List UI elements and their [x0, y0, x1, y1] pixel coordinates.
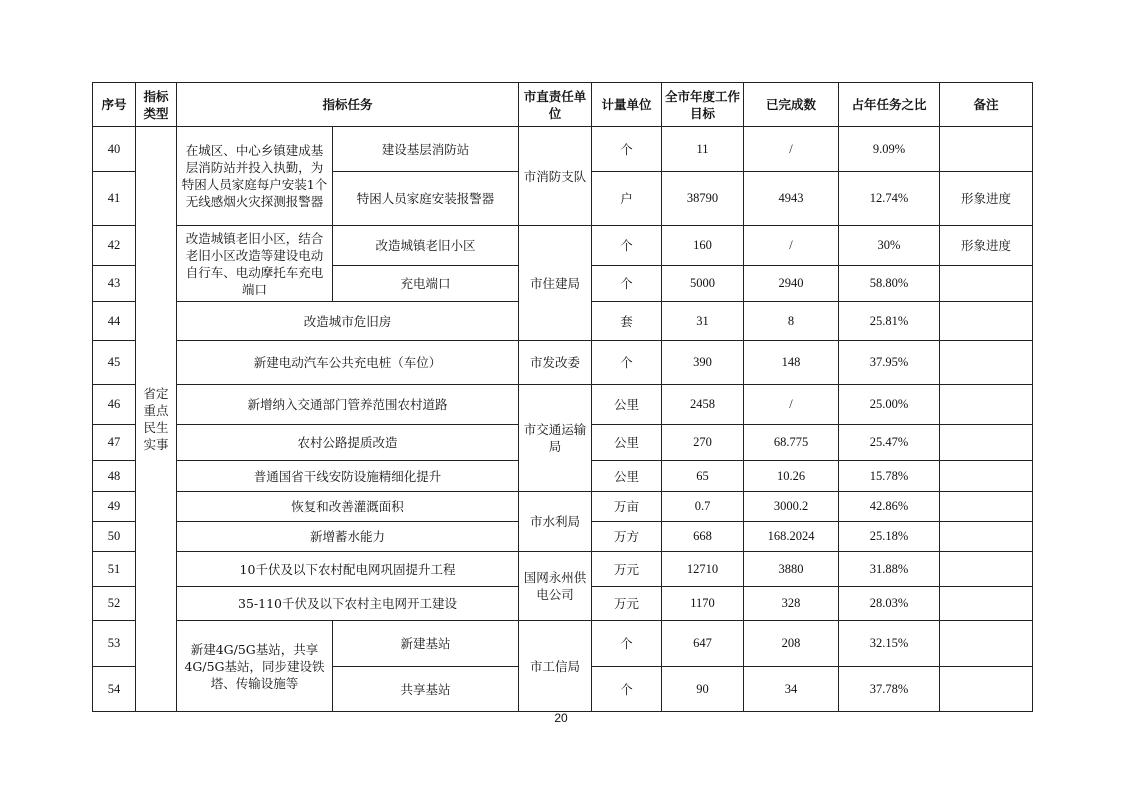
row-done: 10.26	[744, 461, 839, 492]
table-row	[93, 127, 1033, 172]
row-seq: 42	[93, 226, 136, 266]
page-number: 20	[554, 711, 568, 725]
row-unit: 个	[592, 621, 662, 667]
row-note: 形象进度	[940, 226, 1033, 266]
row-ratio: 25.47%	[839, 425, 940, 461]
group-fire-station: 在城区、中心乡镇建成基层消防站并投入执勤，为特困人员家庭每户安装1个无线感烟火灾探测报警器	[177, 127, 333, 226]
header-row	[93, 83, 1033, 127]
row-task: 充电端口	[333, 266, 519, 302]
row-unit: 公里	[592, 425, 662, 461]
row-task: 特困人员家庭安装报警器	[333, 172, 519, 226]
row-done: 3000.2	[744, 492, 839, 522]
row-note	[940, 425, 1033, 461]
row-target: 668	[662, 522, 744, 552]
row-unit: 套	[592, 302, 662, 341]
row-unit: 公里	[592, 385, 662, 425]
row-done: 168.2024	[744, 522, 839, 552]
row-ratio: 58.80%	[839, 266, 940, 302]
row-seq: 48	[93, 461, 136, 492]
row-target: 2458	[662, 385, 744, 425]
indicator-table	[92, 82, 1033, 712]
header-type: 指标类型	[136, 83, 177, 127]
row-seq: 53	[93, 621, 136, 667]
row-unit: 个	[592, 127, 662, 172]
header-task: 指标任务	[177, 83, 519, 127]
dept-water: 市水利局	[519, 492, 592, 552]
row-done: /	[744, 127, 839, 172]
row-seq: 47	[93, 425, 136, 461]
dept-fire: 市消防支队	[519, 127, 592, 226]
row-seq: 41	[93, 172, 136, 226]
row-note	[940, 552, 1033, 587]
row-done: 208	[744, 621, 839, 667]
row-note	[940, 266, 1033, 302]
group-old-community: 改造城镇老旧小区，结合老旧小区改造等建设电动自行车、电动摩托车充电端口	[177, 226, 333, 302]
row-done: 328	[744, 587, 839, 621]
row-unit: 个	[592, 341, 662, 385]
row-task: 新增纳入交通部门管养范围农村道路	[177, 385, 519, 425]
row-target: 390	[662, 341, 744, 385]
row-done: 4943	[744, 172, 839, 226]
row-done: 8	[744, 302, 839, 341]
row-done: 2940	[744, 266, 839, 302]
row-note	[940, 522, 1033, 552]
row-ratio: 32.15%	[839, 621, 940, 667]
row-target: 647	[662, 621, 744, 667]
row-task: 10千伏及以下农村配电网巩固提升工程	[177, 552, 519, 587]
row-ratio: 9.09%	[839, 127, 940, 172]
table-row	[93, 492, 1033, 522]
row-task: 农村公路提质改造	[177, 425, 519, 461]
row-ratio: 31.88%	[839, 552, 940, 587]
dept-housing: 市住建局	[519, 226, 592, 341]
row-seq: 51	[93, 552, 136, 587]
row-done: 34	[744, 667, 839, 712]
row-ratio: 12.74%	[839, 172, 940, 226]
dept-industry: 市工信局	[519, 621, 592, 712]
row-target: 90	[662, 667, 744, 712]
row-unit: 公里	[592, 461, 662, 492]
table-row	[93, 385, 1033, 425]
group-base-station: 新建4G/5G基站，共享4G/5G基站，同步建设铁塔、传输设施等	[177, 621, 333, 712]
row-ratio: 25.81%	[839, 302, 940, 341]
row-target: 1170	[662, 587, 744, 621]
header-seq: 序号	[93, 83, 136, 127]
table-row	[93, 226, 1033, 266]
row-unit: 万亩	[592, 492, 662, 522]
row-target: 31	[662, 302, 744, 341]
row-ratio: 37.78%	[839, 667, 940, 712]
row-unit: 万元	[592, 587, 662, 621]
row-note	[940, 461, 1033, 492]
row-done: /	[744, 226, 839, 266]
row-ratio: 37.95%	[839, 341, 940, 385]
dept-grid: 国网永州供电公司	[519, 552, 592, 621]
dept-reform: 市发改委	[519, 341, 592, 385]
row-note	[940, 667, 1033, 712]
row-unit: 个	[592, 226, 662, 266]
row-seq: 54	[93, 667, 136, 712]
row-unit: 万元	[592, 552, 662, 587]
row-note	[940, 127, 1033, 172]
header-done: 已完成数	[744, 83, 839, 127]
row-done: 3880	[744, 552, 839, 587]
row-done: 148	[744, 341, 839, 385]
row-task: 共享基站	[333, 667, 519, 712]
category-cell: 省定重点民生实事	[136, 127, 177, 712]
row-task: 普通国省干线安防设施精细化提升	[177, 461, 519, 492]
row-seq: 43	[93, 266, 136, 302]
dept-transport: 市交通运输局	[519, 385, 592, 492]
table-row	[93, 341, 1033, 385]
header-ratio: 占年任务之比	[839, 83, 940, 127]
header-dept: 市直责任单位	[519, 83, 592, 127]
row-note	[940, 302, 1033, 341]
row-note	[940, 385, 1033, 425]
table-row	[93, 552, 1033, 587]
row-target: 270	[662, 425, 744, 461]
row-target: 65	[662, 461, 744, 492]
header-unit: 计量单位	[592, 83, 662, 127]
table-row	[93, 621, 1033, 667]
row-ratio: 30%	[839, 226, 940, 266]
row-task: 新建基站	[333, 621, 519, 667]
row-note	[940, 492, 1033, 522]
row-task: 建设基层消防站	[333, 127, 519, 172]
header-target: 全市年度工作目标	[662, 83, 744, 127]
row-note	[940, 621, 1033, 667]
row-target: 12710	[662, 552, 744, 587]
row-task: 35-110千伏及以下农村主电网开工建设	[177, 587, 519, 621]
row-ratio: 15.78%	[839, 461, 940, 492]
row-seq: 45	[93, 341, 136, 385]
row-target: 160	[662, 226, 744, 266]
row-done: /	[744, 385, 839, 425]
row-seq: 40	[93, 127, 136, 172]
header-note: 备注	[940, 83, 1033, 127]
row-target: 11	[662, 127, 744, 172]
row-task: 改造城镇老旧小区	[333, 226, 519, 266]
row-target: 38790	[662, 172, 744, 226]
row-target: 0.7	[662, 492, 744, 522]
row-ratio: 28.03%	[839, 587, 940, 621]
row-seq: 50	[93, 522, 136, 552]
row-note	[940, 341, 1033, 385]
row-ratio: 25.00%	[839, 385, 940, 425]
row-seq: 52	[93, 587, 136, 621]
row-seq: 49	[93, 492, 136, 522]
row-unit: 个	[592, 266, 662, 302]
row-unit: 户	[592, 172, 662, 226]
row-task: 新增蓄水能力	[177, 522, 519, 552]
row-note: 形象进度	[940, 172, 1033, 226]
row-done: 68.775	[744, 425, 839, 461]
row-target: 5000	[662, 266, 744, 302]
row-ratio: 25.18%	[839, 522, 940, 552]
row-task: 改造城市危旧房	[177, 302, 519, 341]
row-unit: 个	[592, 667, 662, 712]
row-seq: 46	[93, 385, 136, 425]
row-unit: 万方	[592, 522, 662, 552]
row-task: 新建电动汽车公共充电桩（车位）	[177, 341, 519, 385]
row-note	[940, 587, 1033, 621]
row-seq: 44	[93, 302, 136, 341]
row-ratio: 42.86%	[839, 492, 940, 522]
row-task: 恢复和改善灌溉面积	[177, 492, 519, 522]
